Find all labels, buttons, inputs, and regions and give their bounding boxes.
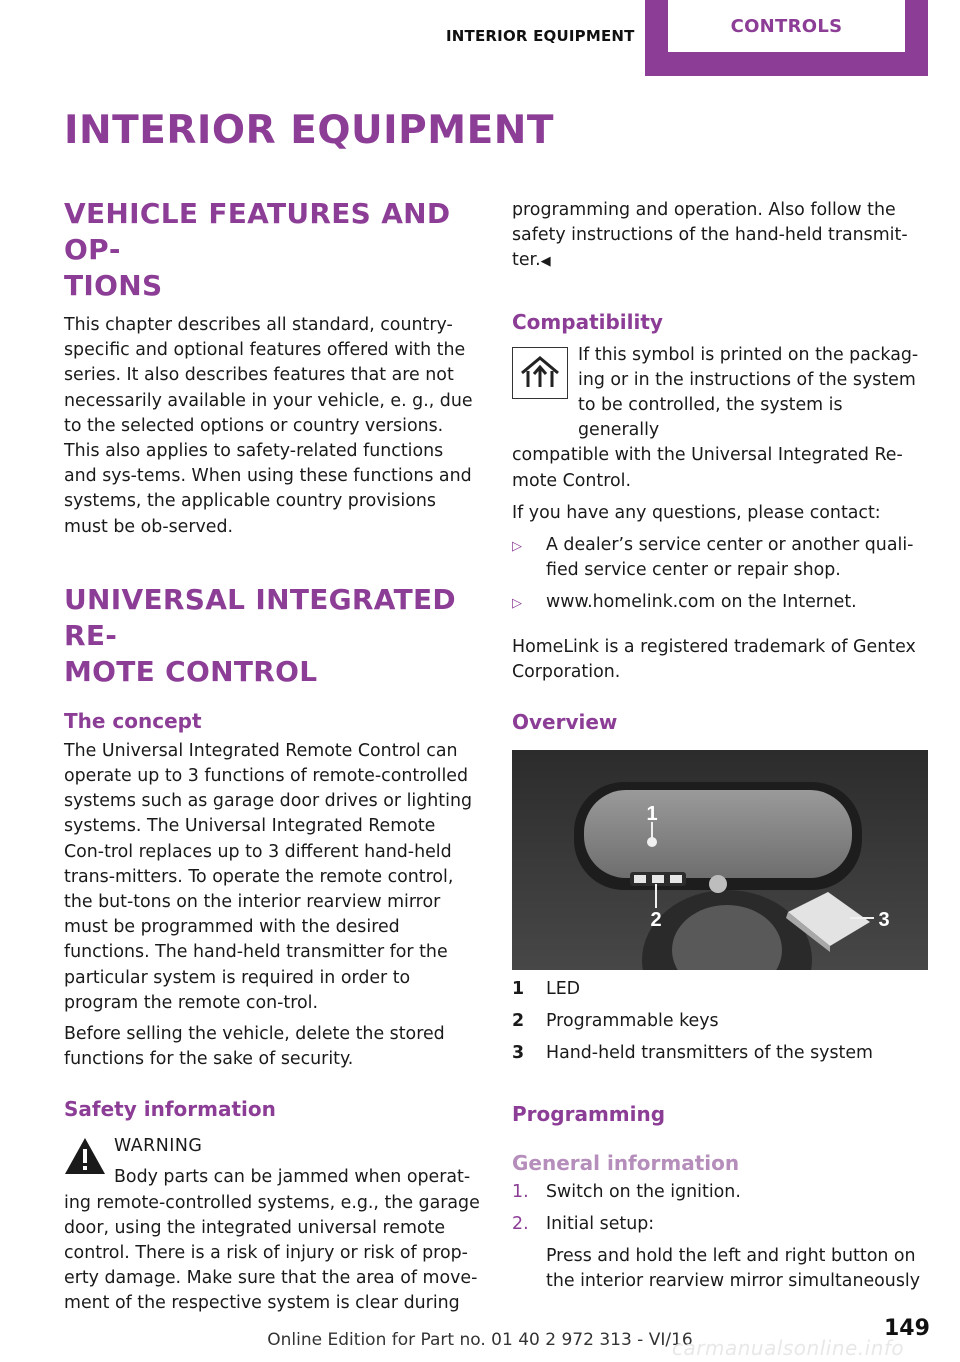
heading-vehicle-features xyxy=(64,196,480,304)
continuation-text: programming and operation. Also follow the safety instructions of the hand-held transmit‐ter. xyxy=(512,200,908,271)
concept-paragraph: The Universal Integrated Remote Control can operate up to 3 functions of remote-controlled systems such as garage door drives or lighting systems. The Universal Integrated Remote Con‐trol replaces up to 3 different hand-held trans‐mitters. To operate the remote control, the but‐tons on the interior rearview mirror must be programmed with the desired functions. The hand-held transmitter for the particular system is required in order to program the remote con‐trol. xyxy=(64,740,473,1013)
warning-label: WARNING xyxy=(114,1136,203,1157)
warning-block xyxy=(64,1134,480,1190)
compatibility-text-indented: If this symbol is printed on the packag‐ing or in the instructions of the system to be controlled, the system is generally xyxy=(578,344,919,441)
heading-general-information: General information xyxy=(512,1150,740,1175)
legend-number: 1 xyxy=(512,979,525,1000)
legend-row xyxy=(512,977,928,1002)
running-header: INTERIOR EQUIPMENT xyxy=(446,27,635,45)
section-tab xyxy=(645,0,928,76)
heading-concept: The concept xyxy=(64,708,202,733)
bullet-text: A dealer’s service center or another quali‐fied service center or repair shop. xyxy=(546,535,914,581)
legend-number: 3 xyxy=(512,1043,525,1064)
warning-triangle-icon xyxy=(64,1136,106,1176)
page-title: INTERIOR EQUIPMENT xyxy=(64,108,554,153)
right-column xyxy=(512,198,928,1294)
list-item xyxy=(512,1180,928,1205)
step-text: Initial setup: xyxy=(546,1213,655,1234)
heading-vehicle-features-line-1: VEHICLE FEATURES AND OP‐ xyxy=(64,197,451,266)
mirror-photo xyxy=(512,750,928,970)
heading-safety-information: Safety information xyxy=(64,1097,276,1122)
page-number: 149 xyxy=(884,1316,930,1341)
contact-paragraph: If you have any questions, please contact: xyxy=(512,502,881,523)
warning-text: ing remote-controlled systems, e.g., the garage door, using the integrated universal remote control. There is a risk of injury or risk of prop‐erty damage. Make sure that the area of move‐ment of the respective system is clear during xyxy=(64,1192,480,1314)
step-number: 1. xyxy=(512,1181,529,1202)
features-paragraph: This chapter describes all standard, country-specific and optional features offered with the series. It also describes features that are not necessarily available in your vehicle, e. g., due to the selected options or country versions. This also applies to safety-related functions and sys‐tems. When using these functions and systems, the applicable country provisions must be ob‐served. xyxy=(64,315,473,537)
warning-first-line: Body parts can be jammed when operat‐ xyxy=(114,1167,471,1188)
step-text: Switch on the ignition. xyxy=(546,1181,741,1202)
legend-row xyxy=(512,1009,928,1034)
photo-label-1: 1 xyxy=(646,803,658,826)
photo-legend xyxy=(512,977,928,1067)
footer-edition: Online Edition for Part no. 01 40 2 972 313 - VI/16 xyxy=(267,1330,693,1350)
selling-paragraph: Before selling the vehicle, delete the stored functions for the sake of security. xyxy=(64,1024,445,1070)
legend-row xyxy=(512,1041,928,1066)
homelink-trademark: HomeLink is a registered trademark of Gentex Corporation. xyxy=(512,636,916,682)
section-tab-inner xyxy=(668,0,905,52)
heading-uirc-line-1: UNIVERSAL INTEGRATED RE‐ xyxy=(64,582,456,652)
compatibility-text: compatible with the Universal Integrated Re‐mote Control. xyxy=(512,445,903,491)
heading-uirc-line-2: MOTE CONTROL xyxy=(64,654,318,688)
heading-programming: Programming xyxy=(512,1101,666,1126)
watermark: carmanualsonline.info xyxy=(672,1336,905,1360)
compatibility-block xyxy=(512,343,928,494)
legend-text: Programmable keys xyxy=(546,1011,719,1032)
bullet-triangle-icon: ▷ xyxy=(512,596,522,612)
legend-number: 2 xyxy=(512,1011,525,1032)
continuation-paragraph xyxy=(512,198,928,275)
legend-text: Hand-held transmitters of the system xyxy=(546,1043,873,1064)
homelink-house-icon xyxy=(512,347,568,399)
bullet-text: www.homelink.com on the Internet. xyxy=(546,592,857,613)
photo-label-2: 2 xyxy=(650,909,662,932)
list-item xyxy=(512,533,928,583)
step-number: 2. xyxy=(512,1213,529,1234)
bullet-triangle-icon: ▷ xyxy=(512,539,522,555)
step-2-detail: Press and hold the left and right button on the interior rearview mirror simultaneously xyxy=(546,1246,921,1292)
photo-label-3: 3 xyxy=(878,909,890,932)
list-item xyxy=(512,590,928,616)
end-of-warning-mark: ◀ xyxy=(540,254,551,270)
list-item xyxy=(512,1212,928,1237)
heading-vehicle-features-line-2: TIONS xyxy=(64,269,163,302)
heading-uirc xyxy=(64,582,480,690)
heading-compatibility: Compatibility xyxy=(512,309,663,334)
rearview-mirror-illustration xyxy=(512,750,928,970)
section-tab-label: CONTROLS xyxy=(730,15,843,37)
heading-overview: Overview xyxy=(512,710,618,735)
left-column xyxy=(64,196,480,1317)
legend-text: LED xyxy=(546,979,581,1000)
